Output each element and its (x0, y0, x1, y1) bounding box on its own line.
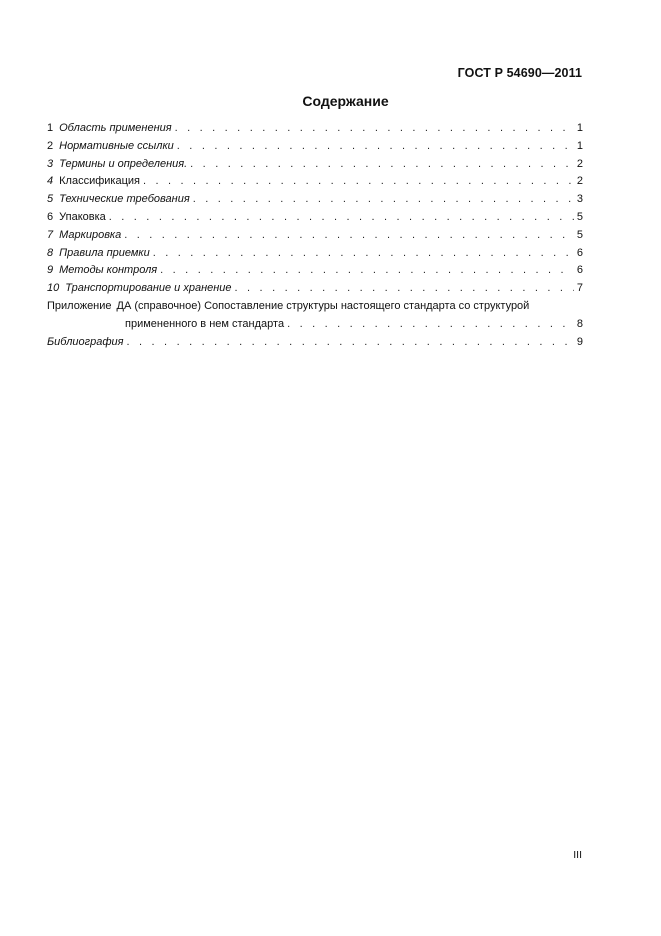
leader-dots (109, 209, 574, 227)
toc-entry-label: Область применения (59, 122, 172, 134)
toc-entry-technical-requirements[interactable] (47, 191, 583, 209)
leader-dots (124, 227, 574, 245)
toc-entry-transport-storage[interactable] (47, 280, 583, 298)
toc-entry-test-methods[interactable] (47, 262, 583, 280)
toc-entry-number: 9 (47, 264, 54, 277)
toc-entry-page: 2 (576, 157, 583, 170)
toc-entry-page: 9 (576, 335, 583, 348)
toc-entry-label: Методы контроля (59, 264, 158, 277)
annex-title-line1: ДА (справочное) Сопоставление структуры настоящего стандарта со структурой (116, 299, 530, 312)
toc-entry-scope[interactable] (47, 120, 583, 138)
toc-entry-label: Технические требования (59, 193, 190, 206)
toc-entry-annex-continuation[interactable] (47, 316, 583, 334)
toc-entry-number: 5 (47, 193, 54, 206)
toc-entry-label: Упаковка (59, 210, 106, 223)
toc-entry-marking[interactable] (47, 227, 583, 245)
toc-entry-number: 10 (47, 282, 60, 295)
toc-entry-page: 1 (576, 122, 583, 134)
toc-entry-terms[interactable] (47, 156, 583, 174)
page-number: III (573, 849, 582, 861)
toc-entry-label: Правила приемки (59, 246, 150, 259)
toc-entry-number: 4 (47, 175, 54, 188)
toc-entry-number: 6 (47, 210, 54, 223)
toc-title: Содержание (302, 93, 389, 109)
leader-dots (175, 120, 574, 138)
leader-dots (153, 245, 574, 263)
toc-entry-label: Транспортирование и хранение (65, 282, 232, 295)
toc-entry-label: Маркировка (59, 228, 122, 241)
toc-entry-label: Библиография (47, 335, 124, 348)
leader-dots (177, 138, 574, 156)
toc-entry-page: 5 (576, 228, 583, 241)
toc-entry-normative-references[interactable] (47, 138, 583, 156)
leader-dots (143, 173, 574, 191)
toc-entry-page: 1 (576, 139, 583, 152)
toc-entry-page: 3 (576, 193, 583, 206)
toc-entry-page: 5 (576, 210, 583, 223)
leader-dots (160, 262, 574, 280)
toc-entry-page: 6 (576, 246, 583, 259)
toc-entry-bibliography[interactable] (47, 334, 583, 352)
toc-entry-classification[interactable] (47, 173, 583, 191)
toc-entry-page: 6 (576, 264, 583, 277)
leader-dots (190, 156, 574, 174)
toc-entry-page: 8 (576, 317, 583, 330)
toc-entry-number: 8 (47, 246, 54, 259)
table-of-contents (47, 120, 583, 351)
toc-entry-label: Классификация (59, 175, 140, 188)
toc-entry-number: 3 (47, 157, 54, 170)
toc-entry-page: 7 (576, 282, 583, 295)
toc-entry-page: 2 (576, 175, 583, 188)
leader-dots (193, 191, 574, 209)
toc-entry-packaging[interactable] (47, 209, 583, 227)
toc-entry-label: Термины и определения. (59, 157, 188, 170)
toc-entry-number: 7 (47, 228, 54, 241)
toc-entry-label: Нормативные ссылки (59, 139, 174, 152)
leader-dots (287, 316, 574, 334)
toc-entry-annex[interactable] (47, 298, 583, 316)
leader-dots (235, 280, 574, 298)
annex-title-line2: примененного в нем стандарта (125, 317, 285, 330)
toc-entry-acceptance-rules[interactable] (47, 245, 583, 263)
toc-entry-number: 2 (47, 139, 54, 152)
leader-dots (127, 334, 574, 352)
document-code: ГОСТ Р 54690—2011 (457, 66, 582, 80)
annex-prefix: Приложение (47, 299, 112, 312)
toc-entry-number: 1 (47, 122, 54, 134)
